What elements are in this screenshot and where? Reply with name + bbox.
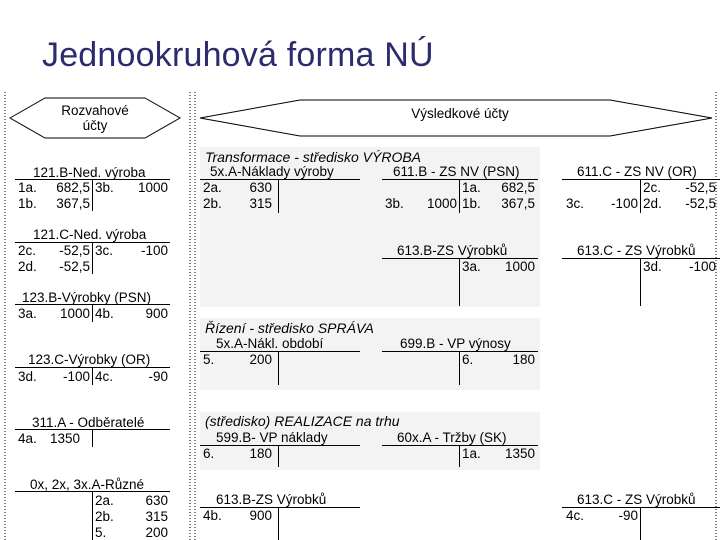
account-title-611B: 611.B - ZS NV (PSN) bbox=[393, 164, 520, 179]
entry-amount: 367,5 bbox=[56, 196, 90, 211]
entry-amount: -52,5 bbox=[685, 196, 716, 211]
entry-amount: 1350 bbox=[504, 446, 535, 461]
entry-amount: 630 bbox=[145, 493, 168, 508]
account-title-121C: 121.C-Ned. výroba bbox=[33, 227, 147, 242]
section-production-heading: Transformace - středisko VÝROBA bbox=[205, 149, 422, 165]
t-account-line bbox=[92, 179, 93, 211]
entry-amount: 1000 bbox=[426, 196, 457, 211]
account-title-613B-bottom: 613.B-ZS Výrobků bbox=[216, 492, 327, 507]
t-account-line bbox=[278, 507, 279, 540]
t-account-line bbox=[92, 491, 93, 540]
t-account-line bbox=[92, 429, 93, 447]
entry-amount: 1000 bbox=[504, 259, 535, 274]
t-account-line bbox=[92, 242, 93, 274]
entry-code: 4a. bbox=[18, 431, 37, 446]
entry-amount: 200 bbox=[145, 525, 168, 540]
t-account-line bbox=[459, 258, 460, 306]
entry-code: 1a. bbox=[462, 180, 481, 195]
entry-code: 1a. bbox=[18, 180, 37, 195]
section-sales-heading: (středisko) REALIZACE na trhu bbox=[205, 413, 400, 429]
entry-amount: -52,5 bbox=[685, 180, 716, 195]
entry-code: 2a. bbox=[95, 493, 114, 508]
entry-amount: 1350 bbox=[49, 431, 80, 446]
entry-amount: 682,5 bbox=[501, 180, 535, 195]
entry-amount: -100 bbox=[610, 196, 638, 211]
entry-code: 2d. bbox=[643, 196, 662, 211]
entry-amount: 180 bbox=[512, 352, 535, 367]
account-title-611C: 611.C - ZS NV (OR) bbox=[577, 164, 697, 179]
account-title-311A: 311.A - Odběratelé bbox=[32, 415, 145, 430]
account-title-613B-top: 613.B-ZS Výrobků bbox=[397, 243, 508, 258]
t-account-line bbox=[278, 445, 279, 467]
account-title-60xA: 60x.A - Tržby (SK) bbox=[397, 430, 507, 445]
entry-code: 3c. bbox=[95, 243, 114, 258]
entry-code: 4b. bbox=[203, 508, 222, 523]
entry-code: 6. bbox=[203, 446, 215, 461]
result-accounts-label: Výsledkové účty bbox=[411, 106, 509, 121]
entry-amount: 682,5 bbox=[56, 180, 90, 195]
entry-code: 3a. bbox=[462, 259, 481, 274]
entry-code: 3a. bbox=[18, 306, 37, 321]
account-title-5xA: 5x.A-Náklady výroby bbox=[210, 164, 334, 179]
t-account-line bbox=[459, 445, 460, 467]
entry-amount: 900 bbox=[249, 508, 272, 523]
account-title-123B: 123.B-Výrobky (PSN) bbox=[22, 290, 152, 305]
entry-amount: -100 bbox=[62, 369, 90, 384]
entry-code: 4c. bbox=[95, 369, 114, 384]
entry-amount: -100 bbox=[140, 243, 168, 258]
balance-accounts-label: Rozvahové účty bbox=[61, 103, 129, 133]
entry-code: 5. bbox=[95, 525, 107, 540]
entry-code: 1b. bbox=[18, 196, 37, 211]
page-title: Jednookruhová forma NÚ bbox=[42, 36, 434, 74]
entry-amount: 180 bbox=[249, 446, 272, 461]
account-title-599B: 599.B- VP náklady bbox=[216, 430, 328, 445]
t-account-line bbox=[278, 179, 279, 213]
entry-amount: -90 bbox=[618, 508, 638, 523]
entry-amount: 900 bbox=[145, 306, 168, 321]
entry-code: 2c. bbox=[18, 243, 37, 258]
entry-amount: 367,5 bbox=[501, 196, 535, 211]
account-title-613C-top: 613.C - ZS Výrobků bbox=[577, 243, 696, 258]
entry-code: 2b. bbox=[203, 196, 222, 211]
t-account-line bbox=[640, 258, 641, 306]
entry-code: 3b. bbox=[95, 180, 114, 195]
account-title-123C: 123.C-Výrobky (OR) bbox=[28, 352, 151, 367]
entry-code: 2b. bbox=[95, 509, 114, 524]
entry-amount: 1000 bbox=[137, 180, 168, 195]
entry-code: 3d. bbox=[643, 259, 662, 274]
entry-amount: 630 bbox=[249, 180, 272, 195]
entry-code: 3d. bbox=[18, 369, 37, 384]
t-account-line bbox=[562, 507, 720, 508]
entry-code: 5. bbox=[203, 352, 215, 367]
entry-code: 4c. bbox=[566, 508, 585, 523]
entry-code: 1b. bbox=[462, 196, 481, 211]
entry-code: 2a. bbox=[203, 180, 222, 195]
entry-amount: -52,5 bbox=[59, 243, 90, 258]
account-title-0x: 0x, 2x, 3x.A-Různé bbox=[30, 477, 145, 492]
entry-code: 2d. bbox=[18, 259, 37, 274]
entry-amount: -90 bbox=[148, 369, 168, 384]
t-account-line bbox=[459, 179, 460, 213]
t-account-line bbox=[640, 507, 641, 540]
entry-code: 2c. bbox=[643, 180, 662, 195]
entry-code: 3b. bbox=[385, 196, 404, 211]
entry-amount: 200 bbox=[249, 352, 272, 367]
entry-code: 4b. bbox=[95, 306, 114, 321]
section-management-heading: Řízení - středisko SPRÁVA bbox=[205, 320, 374, 336]
entry-amount: -100 bbox=[688, 259, 716, 274]
t-account-line bbox=[640, 179, 641, 213]
entry-code: 1a. bbox=[462, 446, 481, 461]
entry-amount: -52,5 bbox=[59, 259, 90, 274]
entry-amount: 1000 bbox=[59, 306, 90, 321]
t-account-line bbox=[459, 351, 460, 385]
entry-amount: 315 bbox=[145, 509, 168, 524]
entry-amount: 315 bbox=[249, 196, 272, 211]
account-title-613C-bottom: 613.C - ZS Výrobků bbox=[577, 492, 696, 507]
account-title-121B: 121.B-Ned. výroba bbox=[33, 165, 146, 180]
t-account-line bbox=[92, 304, 93, 322]
entry-code: 6. bbox=[462, 352, 474, 367]
entry-code: 3c. bbox=[566, 196, 585, 211]
account-title-699B: 699.B - VP výnosy bbox=[400, 336, 511, 351]
t-account-line bbox=[92, 367, 93, 385]
account-title-5xA-mgmt: 5x.A-Nákl. období bbox=[216, 336, 324, 351]
t-account-line bbox=[278, 351, 279, 385]
